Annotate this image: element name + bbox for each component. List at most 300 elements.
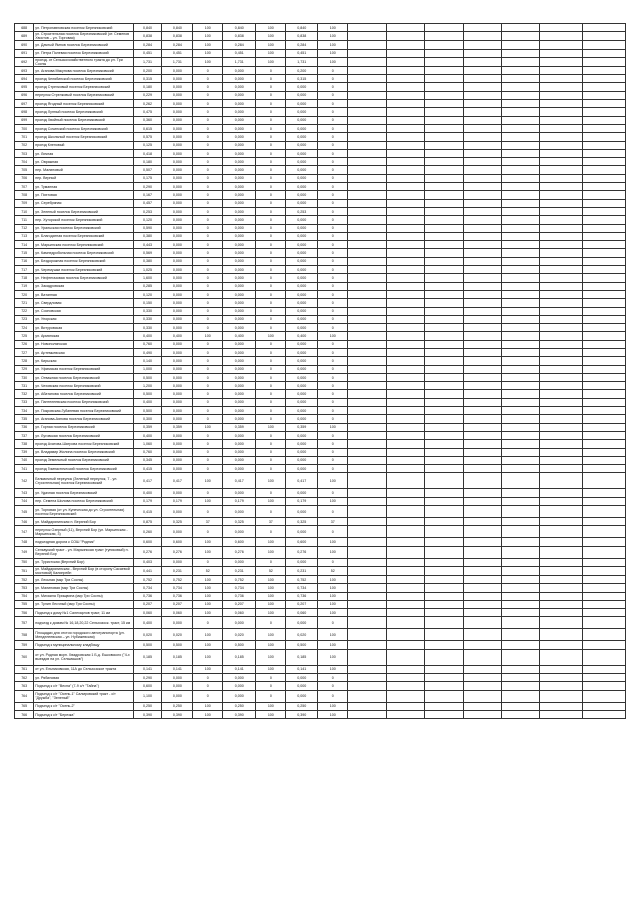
value-cell: 0,000	[286, 232, 318, 240]
row-number-cell: 731	[15, 382, 34, 390]
empty-cell	[386, 241, 424, 249]
table-row	[15, 575, 626, 583]
road-name-cell: ул. Дачный Ямнов поселок Березниковский	[34, 41, 133, 49]
value-cell: 0,000	[286, 149, 318, 157]
value-cell: 0	[318, 75, 348, 83]
road-name-cell: ул. Уфимская поселок Березниковский	[34, 365, 133, 373]
value-cell: 0,253	[286, 207, 318, 215]
value-cell: 100	[318, 332, 348, 340]
empty-cell	[540, 518, 583, 526]
value-cell: 0,276	[223, 546, 256, 558]
empty-cell	[386, 207, 424, 215]
value-cell: 0	[318, 149, 348, 157]
empty-cell	[348, 299, 386, 307]
value-cell: 0,441	[133, 566, 162, 575]
value-cell: 0	[318, 506, 348, 518]
empty-cell	[540, 266, 583, 274]
value-cell: 0,000	[286, 116, 318, 124]
table-row	[15, 324, 626, 332]
value-cell: 0,500	[133, 407, 162, 415]
road-name-cell: ул. Новополянская	[34, 340, 133, 348]
empty-cell	[540, 609, 583, 617]
empty-cell	[348, 702, 386, 710]
value-cell: 0,000	[286, 241, 318, 249]
value-cell: 0,000	[162, 558, 193, 566]
empty-cell	[386, 674, 424, 682]
value-cell: 0	[318, 141, 348, 149]
value-cell: 0,500	[133, 373, 162, 381]
value-cell: 100	[193, 575, 223, 583]
row-number-cell: 746	[15, 518, 34, 526]
empty-cell	[386, 665, 424, 673]
value-cell: 0,000	[162, 674, 193, 682]
road-name-cell: ул. Артемьевская	[34, 348, 133, 356]
empty-cell	[540, 299, 583, 307]
empty-cell	[583, 332, 626, 340]
empty-cell	[386, 526, 424, 538]
table-row	[15, 257, 626, 265]
value-cell: 0,000	[223, 456, 256, 464]
value-cell: 0,000	[223, 166, 256, 174]
value-cell: 0	[256, 266, 286, 274]
empty-cell	[463, 398, 501, 406]
empty-cell	[425, 49, 463, 57]
value-cell: 0	[318, 365, 348, 373]
empty-cell	[463, 431, 501, 439]
empty-cell	[540, 100, 583, 108]
empty-cell	[348, 266, 386, 274]
empty-cell	[386, 584, 424, 592]
value-cell: 100	[318, 710, 348, 718]
value-cell: 100	[256, 629, 286, 641]
table-row	[15, 124, 626, 132]
road-name-cell: пер. Малиновый	[34, 166, 133, 174]
empty-cell	[425, 575, 463, 583]
value-cell: 0	[256, 257, 286, 265]
value-cell: 0,000	[162, 166, 193, 174]
table-row	[15, 448, 626, 456]
empty-cell	[583, 497, 626, 505]
empty-cell	[583, 41, 626, 49]
value-cell: 0	[193, 75, 223, 83]
value-cell: 0	[318, 382, 348, 390]
road-name-cell: переулок Стрелковый поселок Березниковский	[34, 91, 133, 99]
value-cell: 0,000	[286, 274, 318, 282]
empty-cell	[502, 257, 540, 265]
empty-cell	[583, 133, 626, 141]
value-cell: 0	[193, 249, 223, 257]
value-cell: 0	[318, 158, 348, 166]
table-row	[15, 207, 626, 215]
value-cell: 0	[256, 465, 286, 473]
value-cell: 0,390	[286, 710, 318, 718]
value-cell: 0,200	[133, 66, 162, 74]
road-name-cell: проезд Школьный поселок Березниковский	[34, 133, 133, 141]
value-cell: 0,457	[133, 199, 162, 207]
row-number-cell: 716	[15, 257, 34, 265]
empty-cell	[463, 348, 501, 356]
value-cell: 100	[256, 702, 286, 710]
value-cell: 0,179	[223, 497, 256, 505]
empty-cell	[540, 274, 583, 282]
empty-cell	[463, 216, 501, 224]
value-cell: 100	[256, 710, 286, 718]
value-cell: 0	[318, 526, 348, 538]
empty-cell	[386, 100, 424, 108]
value-cell: 0,000	[162, 526, 193, 538]
empty-cell	[502, 357, 540, 365]
value-cell: 0	[256, 290, 286, 298]
road-name-cell: пер. Верный	[34, 174, 133, 182]
empty-cell	[463, 24, 501, 32]
empty-cell	[540, 538, 583, 546]
road-name-cell: Подъезд к муниципальному кладбищу	[34, 641, 133, 649]
value-cell: 0	[256, 489, 286, 497]
value-cell: 0,000	[162, 191, 193, 199]
value-cell: 0,736	[162, 592, 193, 600]
road-name-cell: ул. Витуровская	[34, 324, 133, 332]
row-number-cell: 733	[15, 398, 34, 406]
empty-cell	[502, 332, 540, 340]
row-number-cell: 722	[15, 307, 34, 315]
value-cell: 0,290	[133, 183, 162, 191]
road-name-cell: ул. Марьинская поселок Березниковский	[34, 241, 133, 249]
table-row	[15, 307, 626, 315]
value-cell: 100	[256, 32, 286, 41]
empty-cell	[348, 83, 386, 91]
value-cell: 1,731	[133, 57, 162, 66]
empty-cell	[425, 24, 463, 32]
road-name-cell: проезд Ягодный поселок Березниковский	[34, 100, 133, 108]
empty-cell	[540, 191, 583, 199]
value-cell: 0	[256, 66, 286, 74]
road-name-cell: ул. Абатанова поселок Березниковский	[34, 390, 133, 398]
value-cell: 0,000	[162, 357, 193, 365]
empty-cell	[348, 207, 386, 215]
value-cell: 0	[193, 174, 223, 182]
empty-cell	[348, 241, 386, 249]
value-cell: 0	[318, 216, 348, 224]
value-cell: 0,000	[162, 456, 193, 464]
value-cell: 0,000	[286, 315, 318, 323]
empty-cell	[348, 489, 386, 497]
value-cell: 0	[318, 100, 348, 108]
empty-cell	[583, 241, 626, 249]
value-cell: 0,359	[133, 423, 162, 431]
empty-cell	[463, 423, 501, 431]
value-cell: 0,250	[133, 702, 162, 710]
row-number-cell: 734	[15, 407, 34, 415]
value-cell: 0,840	[133, 24, 162, 32]
empty-cell	[386, 382, 424, 390]
value-cell: 0	[193, 133, 223, 141]
row-number-cell: 729	[15, 365, 34, 373]
value-cell: 0	[256, 448, 286, 456]
row-number-cell: 753	[15, 584, 34, 592]
road-name-cell: ул. Ватанная	[34, 290, 133, 298]
value-cell: 0,000	[162, 124, 193, 132]
value-cell: 100	[193, 41, 223, 49]
value-cell: 100	[256, 57, 286, 66]
road-name-cell: ул. Пантелеевская поселок Березниковский	[34, 398, 133, 406]
row-number-cell: 758	[15, 629, 34, 641]
empty-cell	[425, 456, 463, 464]
empty-cell	[463, 207, 501, 215]
value-cell: 0,020	[286, 629, 318, 641]
value-cell: 0,000	[162, 506, 193, 518]
empty-cell	[502, 558, 540, 566]
value-cell: 0	[193, 431, 223, 439]
row-number-cell: 736	[15, 423, 34, 431]
value-cell: 0,000	[223, 216, 256, 224]
row-number-cell: 704	[15, 158, 34, 166]
empty-cell	[540, 489, 583, 497]
table-row	[15, 526, 626, 538]
value-cell: 100	[318, 649, 348, 665]
table-row	[15, 365, 626, 373]
empty-cell	[463, 473, 501, 489]
value-cell: 0,000	[286, 390, 318, 398]
value-cell: 100	[256, 423, 286, 431]
value-cell: 100	[193, 49, 223, 57]
value-cell: 1,025	[133, 266, 162, 274]
empty-cell	[540, 506, 583, 518]
value-cell: 0,000	[286, 456, 318, 464]
road-name-cell: ул. Михаила Прищвина (мкр Три Сосны)	[34, 592, 133, 600]
row-number-cell: 739	[15, 448, 34, 456]
value-cell: 100	[256, 49, 286, 57]
value-cell: 0,000	[286, 440, 318, 448]
value-cell: 100	[256, 641, 286, 649]
empty-cell	[425, 124, 463, 132]
value-cell: 100	[193, 665, 223, 673]
empty-cell	[583, 124, 626, 132]
empty-cell	[425, 108, 463, 116]
road-name-cell: пер. Семена Шилова поселок Березниковский	[34, 497, 133, 505]
empty-cell	[348, 274, 386, 282]
value-cell: 0	[318, 440, 348, 448]
empty-cell	[425, 629, 463, 641]
empty-cell	[386, 141, 424, 149]
road-name-cell: Сельвуский тракт - ул. Марьинская тракт (тупиковый) п. Верхний Бор	[34, 546, 133, 558]
value-cell: 0,000	[223, 191, 256, 199]
empty-cell	[540, 710, 583, 718]
empty-cell	[540, 526, 583, 538]
empty-cell	[463, 506, 501, 518]
value-cell: 0,000	[223, 431, 256, 439]
empty-cell	[386, 682, 424, 690]
road-name-cell: ул. Чеховская поселок Березниковский	[34, 382, 133, 390]
value-cell: 0	[193, 617, 223, 629]
empty-cell	[386, 390, 424, 398]
value-cell: 0	[256, 149, 286, 157]
empty-cell	[540, 456, 583, 464]
value-cell: 0,060	[133, 609, 162, 617]
empty-cell	[540, 566, 583, 575]
empty-cell	[463, 75, 501, 83]
empty-cell	[502, 224, 540, 232]
value-cell: 0	[193, 489, 223, 497]
empty-cell	[348, 448, 386, 456]
value-cell: 0	[193, 682, 223, 690]
table-row	[15, 290, 626, 298]
value-cell: 0,000	[286, 257, 318, 265]
value-cell: 0	[318, 307, 348, 315]
value-cell: 0	[318, 415, 348, 423]
value-cell: 0,000	[162, 489, 193, 497]
empty-cell	[425, 506, 463, 518]
row-number-cell: 742	[15, 473, 34, 489]
empty-cell	[540, 348, 583, 356]
value-cell: 0,330	[133, 324, 162, 332]
empty-cell	[425, 141, 463, 149]
empty-cell	[583, 183, 626, 191]
value-cell: 0,840	[223, 24, 256, 32]
value-cell: 0,315	[286, 75, 318, 83]
value-cell: 0,000	[162, 431, 193, 439]
empty-cell	[348, 617, 386, 629]
empty-cell	[348, 592, 386, 600]
empty-cell	[502, 282, 540, 290]
empty-cell	[425, 116, 463, 124]
empty-cell	[502, 382, 540, 390]
empty-cell	[348, 431, 386, 439]
empty-cell	[425, 423, 463, 431]
table-row	[15, 373, 626, 381]
value-cell: 0	[256, 440, 286, 448]
value-cell: 0,417	[133, 473, 162, 489]
road-name-cell: Подъезд к с/т "Осень-2"	[34, 702, 133, 710]
empty-cell	[348, 100, 386, 108]
value-cell: 0,000	[223, 526, 256, 538]
value-cell: 0	[193, 149, 223, 157]
value-cell: 100	[256, 665, 286, 673]
value-cell: 0	[318, 166, 348, 174]
empty-cell	[348, 249, 386, 257]
empty-cell	[502, 575, 540, 583]
table-row	[15, 629, 626, 641]
value-cell: 0	[318, 199, 348, 207]
value-cell: 0,840	[162, 24, 193, 32]
empty-cell	[463, 497, 501, 505]
value-cell: 0	[193, 232, 223, 240]
empty-cell	[425, 199, 463, 207]
value-cell: 0,000	[162, 141, 193, 149]
value-cell: 0,276	[286, 546, 318, 558]
empty-cell	[386, 575, 424, 583]
row-number-cell: 727	[15, 348, 34, 356]
empty-cell	[425, 257, 463, 265]
value-cell: 0,000	[286, 266, 318, 274]
value-cell: 0,000	[162, 398, 193, 406]
value-cell: 0,020	[223, 629, 256, 641]
row-number-cell: 720	[15, 290, 34, 298]
empty-cell	[583, 348, 626, 356]
empty-cell	[540, 546, 583, 558]
empty-cell	[348, 116, 386, 124]
empty-cell	[502, 166, 540, 174]
table-row	[15, 431, 626, 439]
value-cell: 0	[193, 299, 223, 307]
road-name-cell: проезд Хвойный поселок Березниковский	[34, 116, 133, 124]
empty-cell	[463, 266, 501, 274]
empty-cell	[463, 32, 501, 41]
empty-cell	[502, 609, 540, 617]
empty-cell	[348, 199, 386, 207]
row-number-cell: 762	[15, 674, 34, 682]
value-cell: 100	[318, 49, 348, 57]
table-row	[15, 390, 626, 398]
value-cell: 0	[256, 373, 286, 381]
value-cell: 0	[193, 307, 223, 315]
table-row	[15, 141, 626, 149]
table-row	[15, 266, 626, 274]
row-number-cell: 735	[15, 415, 34, 423]
value-cell: 100	[193, 649, 223, 665]
empty-cell	[386, 617, 424, 629]
road-name-cell: пер. Хуторской поселок Березниковский	[34, 216, 133, 224]
empty-cell	[463, 41, 501, 49]
empty-cell	[540, 199, 583, 207]
empty-cell	[463, 91, 501, 99]
empty-cell	[540, 307, 583, 315]
value-cell: 0,400	[162, 332, 193, 340]
value-cell: 0,141	[162, 665, 193, 673]
empty-cell	[348, 390, 386, 398]
empty-cell	[583, 307, 626, 315]
table-row	[15, 199, 626, 207]
value-cell: 0	[193, 282, 223, 290]
road-name-cell: ул. Покровская-Губаневая поселок Березниковский	[34, 407, 133, 415]
empty-cell	[425, 365, 463, 373]
value-cell: 0,180	[133, 158, 162, 166]
value-cell: 100	[193, 332, 223, 340]
value-cell: 0,000	[223, 682, 256, 690]
empty-cell	[425, 398, 463, 406]
empty-cell	[540, 629, 583, 641]
empty-cell	[348, 108, 386, 116]
value-cell: 0,000	[162, 365, 193, 373]
empty-cell	[425, 32, 463, 41]
empty-cell	[583, 518, 626, 526]
table-row	[15, 91, 626, 99]
value-cell: 100	[256, 649, 286, 665]
value-cell: 0	[256, 191, 286, 199]
value-cell: 0,284	[286, 41, 318, 49]
row-number-cell: 695	[15, 83, 34, 91]
value-cell: 0,000	[286, 357, 318, 365]
empty-cell	[386, 174, 424, 182]
empty-cell	[463, 641, 501, 649]
empty-cell	[425, 682, 463, 690]
empty-cell	[425, 558, 463, 566]
value-cell: 0,000	[162, 282, 193, 290]
value-cell: 0,451	[223, 49, 256, 57]
empty-cell	[463, 133, 501, 141]
value-cell: 0,736	[223, 592, 256, 600]
empty-cell	[425, 266, 463, 274]
empty-cell	[502, 690, 540, 702]
value-cell: 0,000	[162, 241, 193, 249]
empty-cell	[348, 690, 386, 702]
value-cell: 0,000	[162, 108, 193, 116]
value-cell: 0	[318, 224, 348, 232]
road-name-cell: проезд Стрелковый поселок Березниковский	[34, 83, 133, 91]
value-cell: 0	[193, 365, 223, 373]
value-cell: 37	[193, 518, 223, 526]
empty-cell	[348, 41, 386, 49]
value-cell: 0	[318, 682, 348, 690]
